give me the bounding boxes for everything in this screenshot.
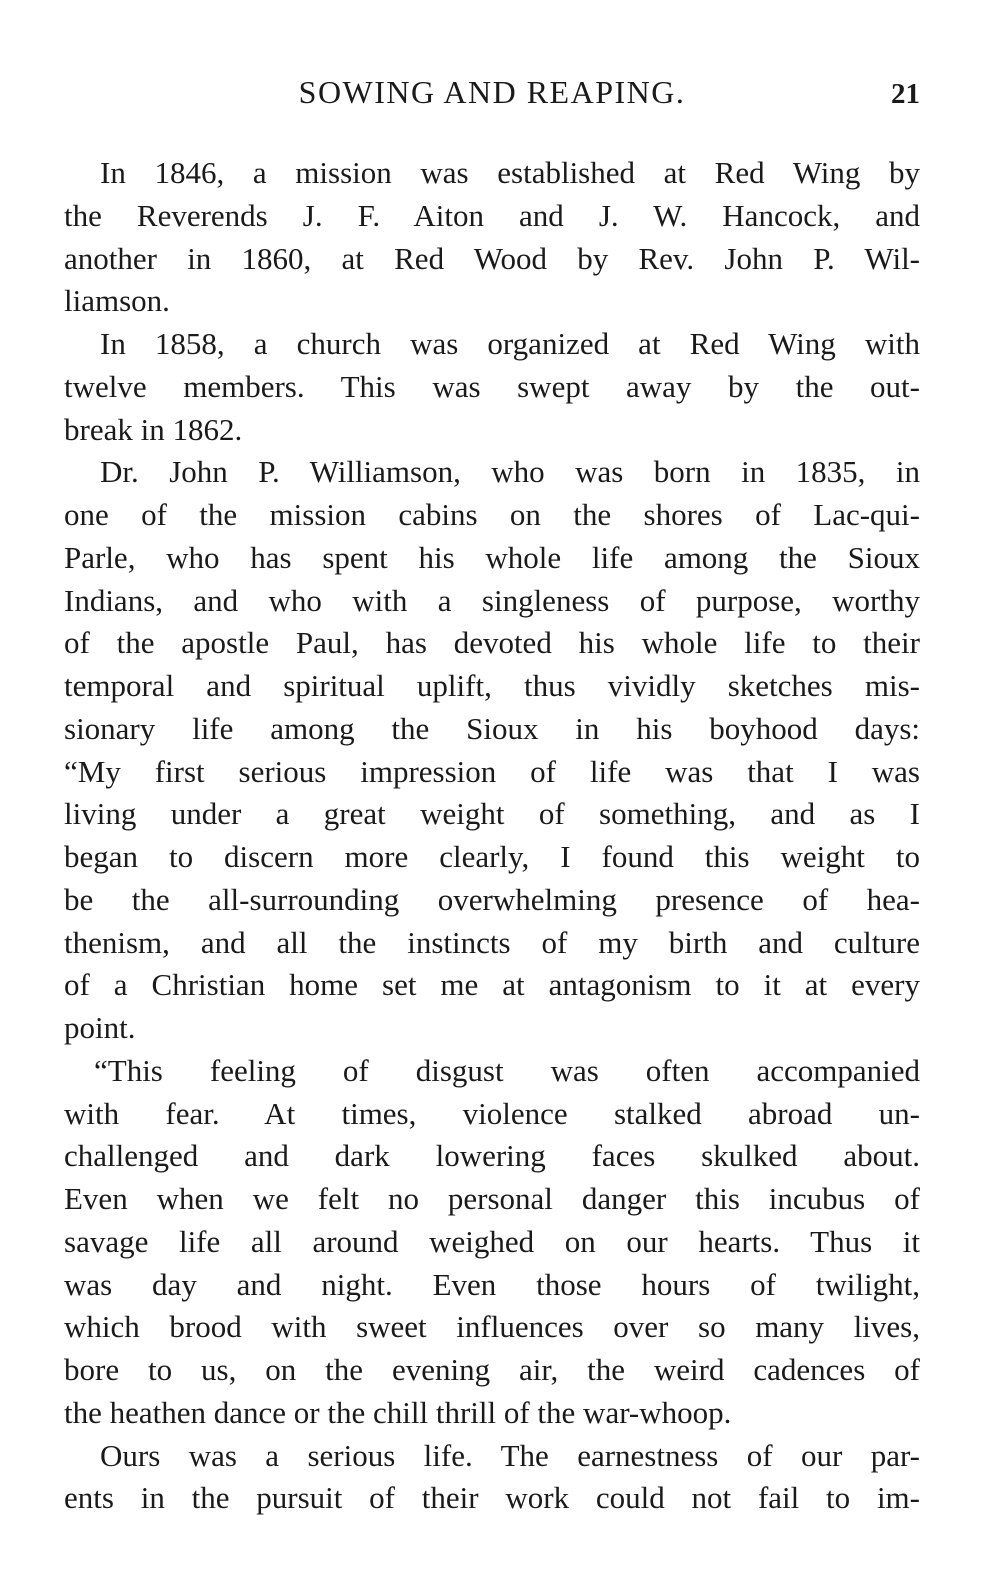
text-line: Ours was a serious life. The earnestness of our par- xyxy=(100,1437,920,1473)
text-line: savage life all around weighed on our hearts. Thus it xyxy=(64,1223,920,1259)
text-line: Indians, and who with a singleness of purpose, worthy xyxy=(64,582,920,618)
page-number: 21 xyxy=(891,78,920,110)
text-line: one of the mission cabins on the shores of Lac-qui- xyxy=(64,497,920,532)
text-line: Even when we felt no personal danger this incubus of xyxy=(64,1181,920,1216)
text-line: was day and night. Even those hours of twilight, xyxy=(64,1266,920,1302)
text-line: be the all-surrounding overwhelming presence of hea- xyxy=(64,881,920,917)
text-line: of a Christian home set me at antagonism to it at every xyxy=(64,967,920,1003)
text-line: liamson. xyxy=(64,283,170,319)
body-text xyxy=(64,152,920,1520)
text-line: which brood with sweet influences over so many lives, xyxy=(64,1309,920,1345)
text-line: challenged and dark lowering faces skulked about. xyxy=(64,1138,920,1174)
text-line: thenism, and all the instincts of my birth and culture xyxy=(64,924,920,960)
text-line: “My first serious impression of life was that I was xyxy=(64,753,920,789)
text-line: another in 1860, at Red Wood by Rev. John P. Wil- xyxy=(64,240,920,276)
text-line: In 1858, a church was organized at Red Wing with xyxy=(100,326,920,361)
text-line: sionary life among the Sioux in his boyhood days: xyxy=(64,710,920,746)
text-line: break in 1862. xyxy=(64,411,243,447)
text-line: bore to us, on the evening air, the weird cadences of xyxy=(64,1352,920,1387)
text-line: In 1846, a mission was established at Red Wing by xyxy=(100,155,920,190)
text-line: the heathen dance or the chill thrill of the war-whoop. xyxy=(64,1394,732,1430)
text-line: “This feeling of disgust was often accompanied xyxy=(94,1052,920,1088)
text-line: began to discern more clearly, I found this weight to xyxy=(64,839,920,874)
running-head xyxy=(64,72,920,112)
text-line: point. xyxy=(64,1010,136,1045)
text-line: ents in the pursuit of their work could not fail to im- xyxy=(64,1480,920,1516)
running-title: SOWING AND REAPING. xyxy=(298,74,686,110)
text-line: twelve members. This was swept away by the out- xyxy=(64,368,920,404)
text-line: with fear. At times, violence stalked abroad un- xyxy=(64,1095,920,1131)
text-line: living under a great weight of something, and as I xyxy=(64,796,920,832)
text-line: of the apostle Paul, has devoted his whole life to their xyxy=(64,625,920,661)
text-line: temporal and spiritual uplift, thus vividly sketches mis- xyxy=(64,668,920,703)
text-line: the Reverends J. F. Aiton and J. W. Hancock, and xyxy=(64,197,920,233)
text-line: Parle, who has spent his whole life among the Sioux xyxy=(64,539,920,575)
text-line: Dr. John P. Williamson, who was born in 1835, in xyxy=(100,454,920,490)
